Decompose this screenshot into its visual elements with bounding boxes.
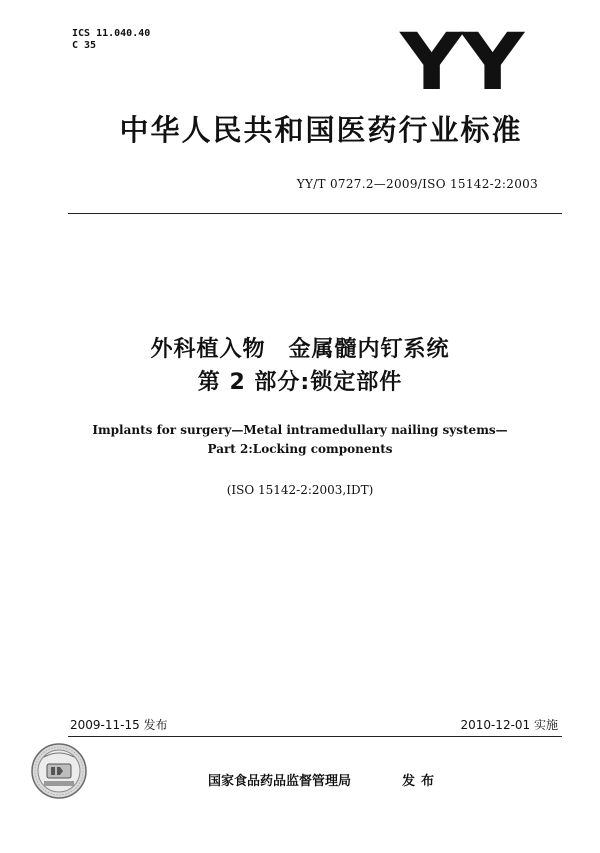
implementation-date: 2010-12-01 实施: [460, 718, 558, 732]
issuing-authority: 国家食品药品监督管理局: [208, 774, 352, 789]
organization-line: 中华人民共和国医药行业标准: [119, 113, 523, 147]
classification-codes: [72, 28, 150, 52]
anti-counterfeit-seal-icon: [30, 742, 88, 800]
chinese-title-line-2: 第 2 部分:锁定部件: [197, 370, 403, 395]
yy-standard-mark: YY: [400, 18, 523, 108]
english-title-line-1: Implants for surgery—Metal intramedullary nailing systems—: [92, 423, 508, 437]
iso-equivalence: (ISO 15142-2:2003,IDT): [226, 483, 374, 497]
standard-number: YY/T 0727.2—2009/ISO 15142-2:2003: [296, 177, 538, 191]
publish-label: 发布: [402, 774, 441, 789]
top-divider: [68, 213, 562, 214]
ics-code: ICS 11.040.40: [72, 28, 151, 39]
chinese-title-line-1: 外科植入物 金属髓内钉系统: [150, 337, 450, 362]
bottom-divider: [68, 736, 562, 737]
issue-date: 2009-11-15 发布: [70, 718, 168, 732]
ccs-code: C 35: [72, 40, 97, 51]
english-title-line-2: Part 2:Locking components: [207, 442, 393, 456]
